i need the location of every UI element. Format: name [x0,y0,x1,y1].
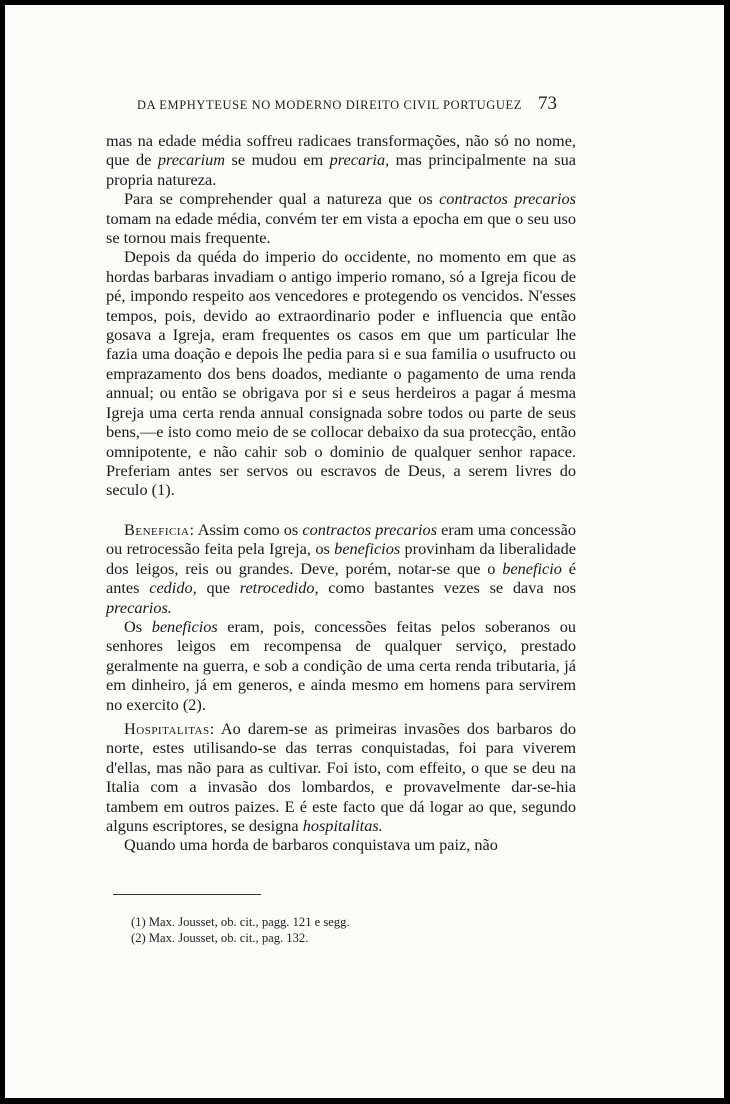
footnote-divider [113,894,261,895]
text-run: é antes [106,558,576,598]
page-number: 73 [537,93,557,114]
italic-term: contractos precarios [302,520,438,539]
text-block-beneficia [106,520,576,714]
italic-term: beneficios [151,617,218,637]
italic-term: precaria, [329,150,390,170]
text-run: eram uma concessão ou retrocessão feita pela Igreja, os [106,520,576,559]
italic-term: contractos precarios [439,189,577,209]
text-run: como bastantes vezes se dava nos [318,578,577,598]
text-run: Para se comprehender qual a natureza que os [124,189,440,209]
italic-term: retrocedido, [239,578,319,598]
text-run: tomam na edade média, convém ter em vista a epocha em que o seu uso se tornou mais frequente. [106,208,576,248]
text-run: se mudou em [225,150,330,170]
book-page [5,5,724,1098]
text-run: eram, pois, concessões feitas pelos soberanos ou senhores leigos em recompensa de qualquer serviço, prestado geralmente na guerra, e sob a condição de uma certa renda tributaria, já em dinheiro, já em generos, e ainda mesmo em homens para servirem no exercito (2). [106,617,576,714]
text-run: Ao darem-se as primeiras invasões dos barbaros do norte, estes utilisando-se das terras conquistadas, foi para viverem d'ellas, mas não para as cultivar. Foi isto, com effeito, o que se deu na Italia com a invasão dos lombardos, e provavelmente dar-se-hia tambem em outros paizes. E é este facto que dá logar ao que, segundo alguns escriptores, se designa [106,719,576,836]
footnote-2: (2) Max. Jousset, ob. cit., pag. 132. [131,930,309,945]
paragraph [106,131,576,189]
text-run: Quando uma horda de barbaros conquistava um paiz, não [124,835,498,855]
text-run: mas na edade média soffreu radicaes transformações, não só no nome, que de [106,131,576,170]
footnotes [131,915,531,946]
text-run: Os [124,617,152,637]
paragraph [106,617,576,714]
paragraph [106,189,576,247]
footnote-1: (1) Max. Jousset, ob. cit., pagg. 121 e segg. [131,915,350,929]
italic-term: cedido, [149,578,197,598]
running-header [137,93,607,115]
section-heading: Beneficia: [124,520,195,539]
text-block-hospitalitas [106,719,576,855]
text-block-precarium [106,131,576,500]
text-run: que [196,578,240,598]
text-run: provinham da liberalidade dos leigos, reis ou grandes. Deve, porém, notar-se que o [106,539,576,578]
text-run: mas principalmente na sua propria natureza. [106,150,576,189]
text-run: Depois da quéda do imperio do occidente, no momento em que as hordas barbaras invadiam o antigo imperio romano, só a Igreja ficou de pé, impondo respeito aos vencedores e protegendo os vencidos. N'esses tempos, pois, devido ao extraordinario poder e influencia que então gosava a Igreja, eram frequentes os casos em que um particular lhe fazia uma doação e depois lhe pedia para si e sua familia o usufructo ou emprazamento dos bens doados, mediante o pagamento de uma renda annual; ou então se obrigava por si e seus herdeiros a pagar á mesma Igreja uma certa renda annual consignada sobre todos ou parte de seus bens,—e isto como meio de se collocar debaixo da sua protecção, então omnipotente, e não cahir sob o dominio de qualquer senhor rapace. Preferiam antes ser servos ou escravos de Deus, a serem livres do seculo (1). [106,247,576,500]
paragraph [106,247,576,499]
italic-term: hospitalitas. [302,816,383,836]
italic-term: beneficios [334,539,401,559]
section-heading: Hospitalitas: [124,719,215,738]
running-title: DA EMPHYTEUSE NO MODERNO DIREITO CIVIL PORTUGUEZ [137,98,522,112]
italic-term: beneficio [502,558,562,578]
paragraph [106,835,576,854]
paragraph [106,520,576,617]
italic-term: precarium [157,150,226,170]
paragraph [106,719,576,835]
text-run: Assim como os [194,520,303,539]
italic-term: precarios. [106,597,172,617]
